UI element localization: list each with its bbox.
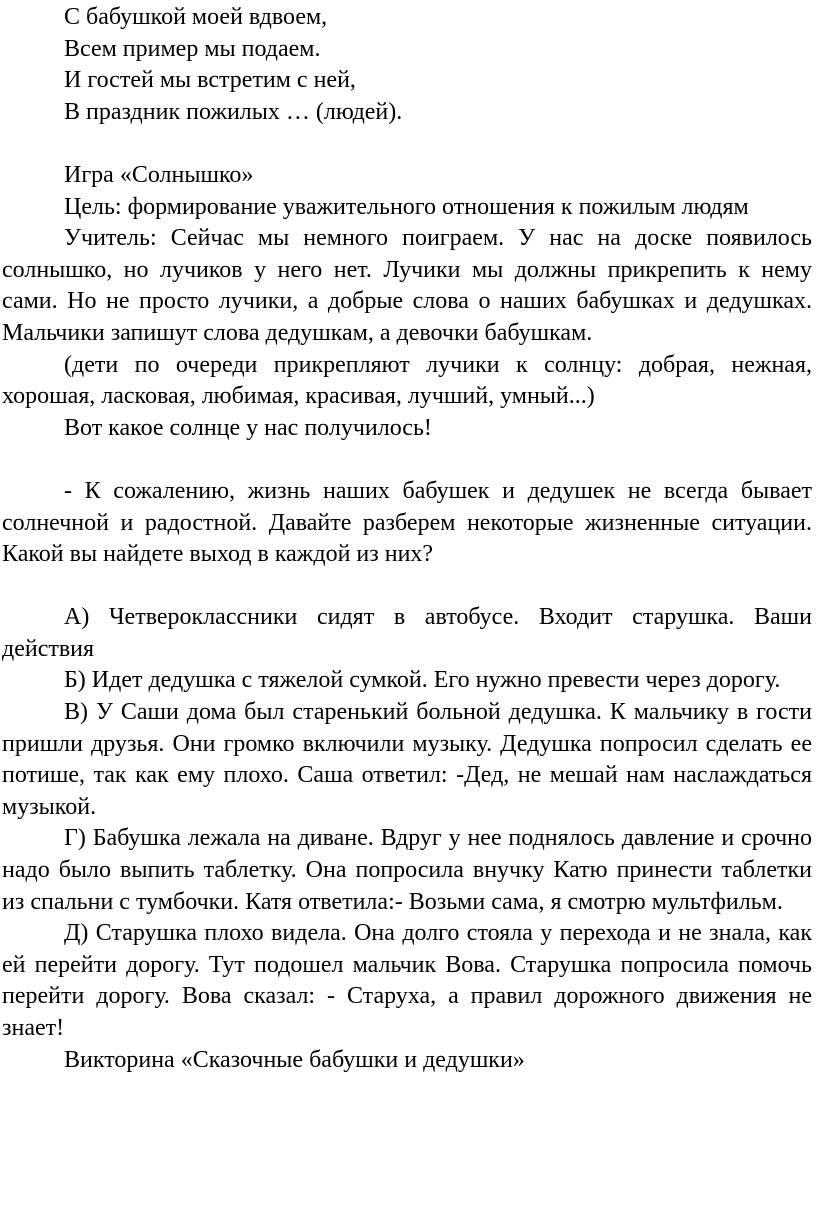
game-title: Игра «Солнышко» (64, 161, 254, 188)
situation-a: А) Четвероклассники сидят в автобусе. Входит старушка. Ваши действия (2, 604, 812, 662)
situation-v: В) У Саши дома был старенький больной дедушка. К мальчику в гости пришли друзья. Они громко включили музыку. Дедушка попросил сделать ее потише, так как ему плохо. Саша ответил: -Дед, не мешай нам наслаждаться музыкой. (2, 699, 812, 820)
situation-g: Г) Бабушка лежала на диване. Вдруг у нее поднялось давление и срочно надо было выпить таблетку. Она попросила внучку Катю принести таблетки из спальни с тумбочки. Катя ответила:- Возьми сама, я смотрю мультфильм. (2, 825, 812, 915)
situation-b: Б) Идет дедушка с тяжелой сумкой. Его нужно превести через дорогу. (64, 667, 781, 694)
game-result: Вот какое солнце у нас получилось! (64, 414, 432, 441)
poem-line: Всем пример мы подаем. (64, 35, 321, 62)
children-action: (дети по очереди прикрепляют лучики к солнцу: добрая, нежная, хорошая, ласковая, любимая, красивая, лучший, умный...) (2, 351, 812, 410)
poem-line: И гостей мы встретим с ней, (64, 67, 356, 94)
blank-line (2, 444, 812, 476)
teacher-speech: Учитель: Сейчас мы немного поиграем. У нас на доске появилось солнышко, но лучиков у него нет. Лучики мы должны прикрепить к нему сами. Но не просто лучики, а добрые слова о наших бабушках и дедушках. Мальчики запишут слова дедушкам, а девочки бабушкам. (2, 225, 812, 346)
poem-line: В праздник пожилых … (людей). (64, 98, 403, 125)
poem-line: С бабушкой моей вдвоем, (64, 4, 328, 30)
blank-line (2, 571, 812, 603)
blank-line (2, 128, 812, 160)
quiz-title: Викторина «Сказочные бабушки и дедушки» (64, 1046, 525, 1073)
poem (2, 2, 812, 128)
situations-intro: - К сожалению, жизнь наших бабушек и дедушек не всегда бывает солнечной и радостной. Давайте разберем некоторые жизненные ситуации. Какой вы найдете выход в каждой из них? (2, 477, 812, 568)
game-goal: Цель: формирование уважительного отношения к пожилым людям (64, 193, 749, 220)
situation-d: Д) Старушка плохо видела. Она долго стояла у перехода и не знала, как ей перейти дорогу. Тут подошел мальчик Вова. Старушка попросила помочь перейти дорогу. Вова сказал: - Старуха, а правил дорожного движения не знает! (2, 920, 812, 1041)
